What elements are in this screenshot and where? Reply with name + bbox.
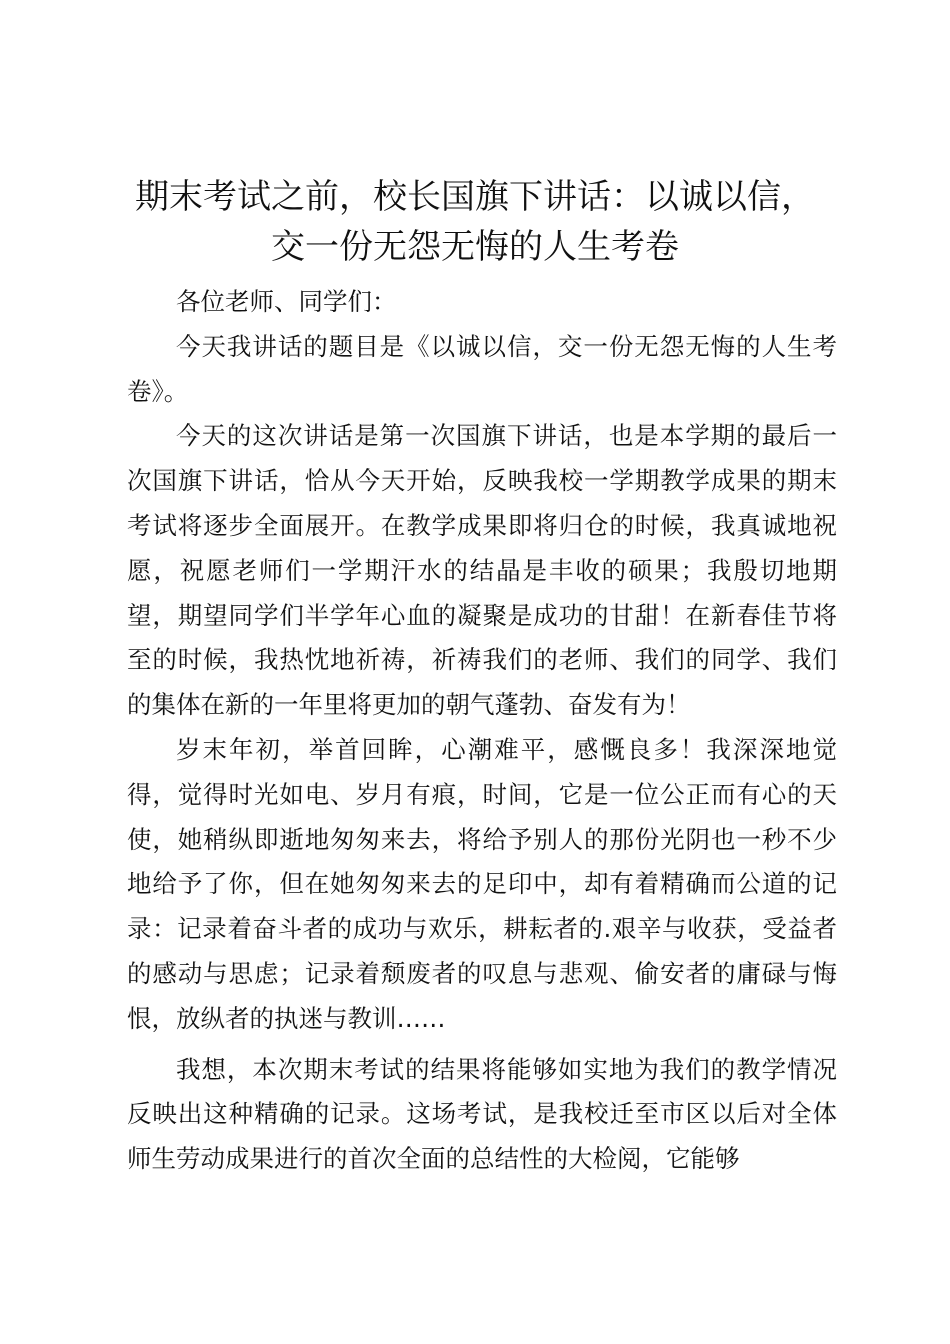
document-body (127, 280, 837, 1182)
paragraph-opening: 今天的这次讲话是第一次国旗下讲话，也是本学期的最后一次国旗下讲话，恰从今天开始，反映我校一学期教学成果的期末考试将逐步全面展开。在教学成果即将归仓的时候，我真诚地祝愿，祝愿老师们一学期汗水的结晶是丰收的硕果；我殷切地期望，期望同学们半学年心血的凝聚是成功的甘甜！在新春佳节将至的时候，我热忱地祈祷，祈祷我们的老师、我们的同学、我们的集体在新的一年里将更加的朝气蓬勃、奋发有为！ (127, 421, 837, 720)
paragraph-exam: 我想，本次期末考试的结果将能够如实地为我们的教学情况反映出这种精确的记录。这场考试，是我校迁至市区以后对全体师生劳动成果进行的首次全面的总结性的大检阅，它能够 (127, 1054, 837, 1174)
title-line-2: 交一份无怨无悔的人生考卷 (271, 227, 679, 267)
title-line-1: 期末考试之前，校长国旗下讲话：以诚以信， (135, 177, 815, 217)
document-title (100, 172, 850, 272)
paragraph-reflection: 岁末年初，举首回眸，心潮难平，感慨良多！我深深地觉得，觉得时光如电、岁月有痕，时间，它是一位公正而有心的天使，她稍纵即逝地匆匆来去，将给予别人的那份光阴也一秒不少地给予了你，但在她匆匆来去的足印中，却有着精确而公道的记录：记录着奋斗者的成功与欢乐，耕耘者的.艰辛与收获，受益者的感动与思虑；记录着颓废者的叹息与悲观、偷安者的庸碌与悔恨，放纵者的执迷与教训…… (127, 734, 837, 1033)
paragraph-topic: 今天我讲话的题目是《以诚以信，交一份无怨无悔的人生考卷》。 (127, 331, 837, 406)
salutation: 各位老师、同学们： (176, 287, 397, 316)
